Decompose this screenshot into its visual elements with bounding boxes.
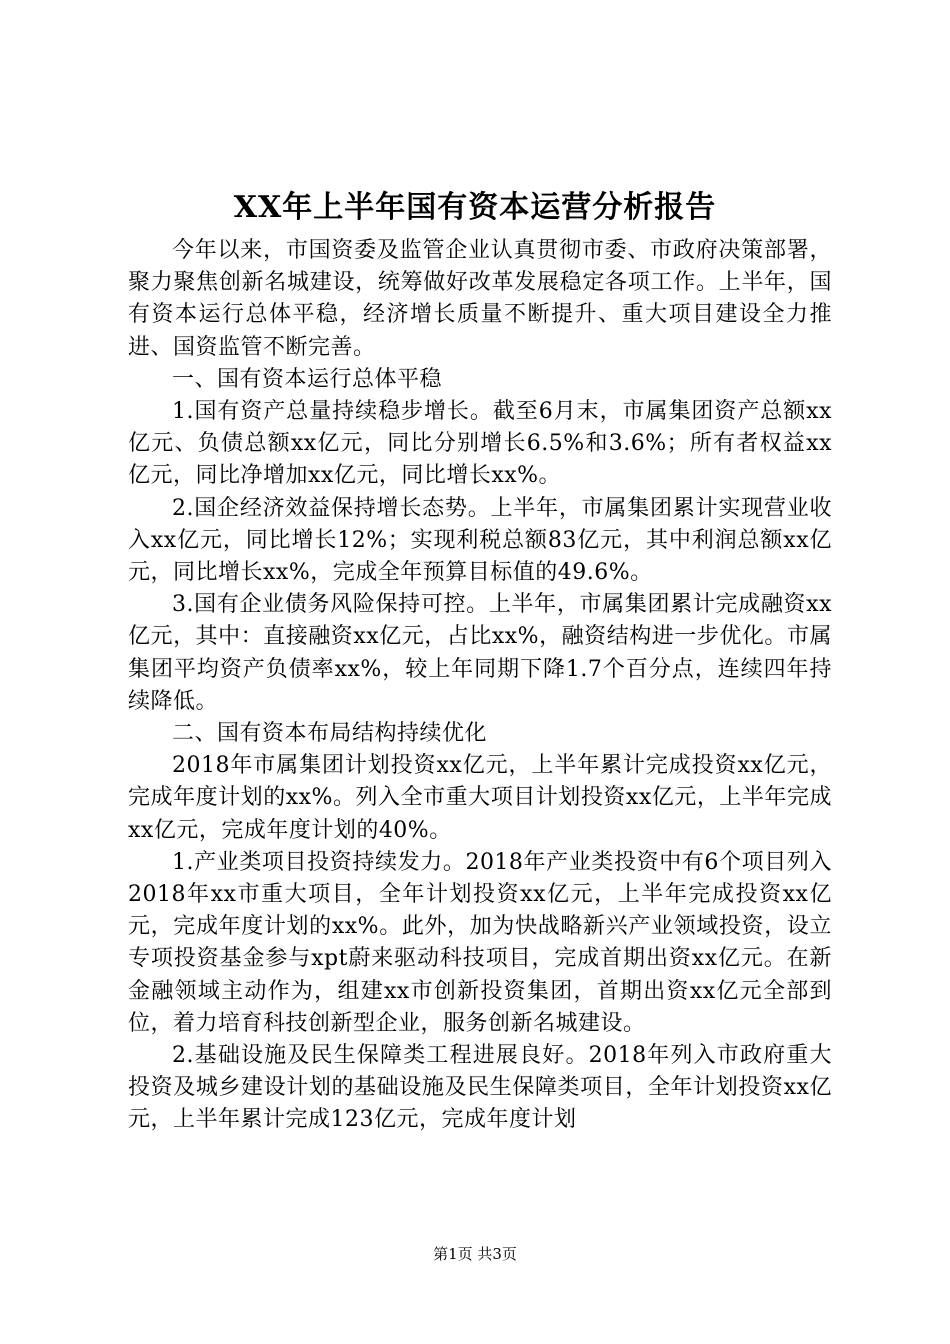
section-heading-2: 二、国有资本布局结构持续优化 (172, 721, 488, 747)
paragraph-asset-growth: 1.国有资产总量持续稳步增长。截至6月末，市属集团资产总额xx亿元、负债总额xx亿元，同比分别增长6.5%和3.6%；所有者权益xx亿元，同比净增加xx亿元，同比增长xx%。 (128, 399, 832, 489)
paragraph-debt-risk: 3.国有企业债务风险保持可控。上半年，市属集团累计完成融资xx亿元，其中：直接融资xx亿元，占比xx%，融资结构进一步优化。市属集团平均资产负债率xx%，较上年同期下降1.7个百分点，连续四年持续降低。 (128, 592, 832, 714)
paragraph-industry-projects: 1.产业类项目投资持续发力。2018年产业类投资中有6个项目列入2018年xx市重大项目，全年计划投资xx亿元，上半年完成投资xx亿元，完成年度计划的xx%。此外，加为快战略新兴产业领域投资，设立专项投资基金参与xpt蔚来驱动科技项目，完成首期出资xx亿元。在新金融领域主动作为，组建xx市创新投资集团，首期出资xx亿元全部到位，着力培育科技创新型企业，服务创新名城建设。 (128, 849, 832, 1036)
page-footer: 第1页 共3页 (433, 1245, 517, 1263)
paragraph-economic-benefit: 2.国企经济效益保持增长态势。上半年，市属集团累计实现营业收入xx亿元，同比增长12%；实现利税总额83亿元，其中利润总额xx亿元，同比增长xx%，完成全年预算目标值的49.6%。 (128, 495, 832, 586)
paragraph-infrastructure: 2.基础设施及民生保障类工程进展良好。2018年列入市政府重大投资及城乡建设计划的基础设施及民生保障类项目，全年计划投资xx亿元，上半年累计完成123亿元，完成年度计划 (128, 1043, 832, 1133)
intro-paragraph: 今年以来，市国资委及监管企业认真贯彻市委、市政府决策部署，聚力聚焦创新名城建设，统筹做好改革发展稳定各项工作。上半年，国有资本运行总体平稳，经济增长质量不断提升、重大项目建设全力推进、国资监管不断完善。 (128, 238, 832, 360)
paragraph-investment-plan: 2018年市属集团计划投资xx亿元，上半年累计完成投资xx亿元，完成年度计划的xx%。列入全市重大项目计划投资xx亿元，上半年完成xx亿元，完成年度计划的40%。 (128, 753, 832, 843)
document-body (128, 235, 832, 1137)
section-heading-1: 一、国有资本运行总体平稳 (172, 366, 443, 392)
document-title: XX年上半年国有资本运营分析报告 (233, 190, 717, 225)
